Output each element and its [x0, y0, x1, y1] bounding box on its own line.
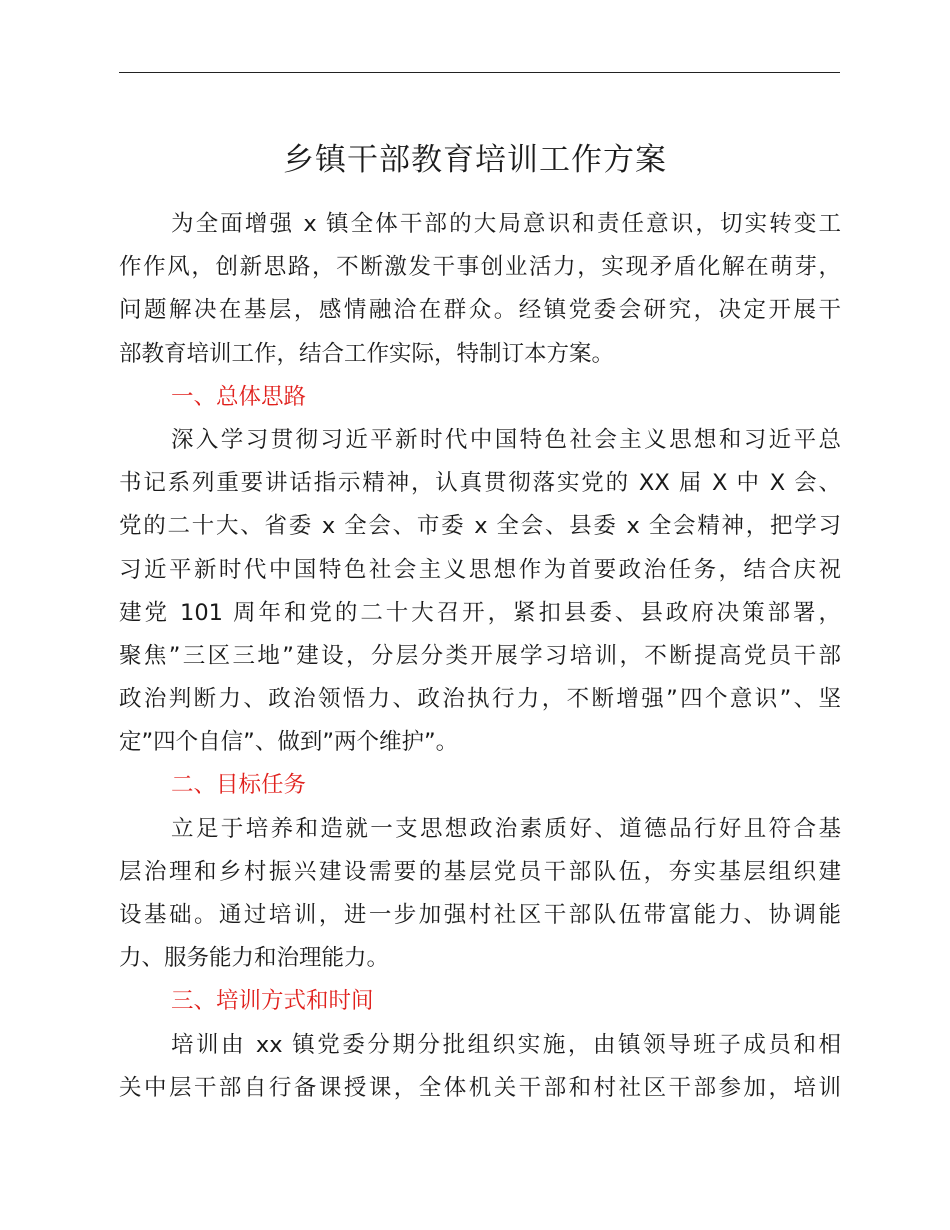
paragraph-line: 为全面增强 x 镇全体干部的大局意识和责任意识，切实转变工	[171, 211, 841, 237]
paragraph-line: 建党 101 周年和党的二十大召开，紧扣县委、县政府决策部署，	[119, 599, 841, 626]
paragraph-line: 关中层干部自行备课授课，全体机关干部和村社区干部参加，培训	[119, 1074, 841, 1101]
section-heading: 二、目标任务	[171, 772, 307, 799]
paragraph-line: 党的二十大、省委 x 全会、市委 x 全会、县委 x 全会精神，把学习	[119, 513, 841, 540]
section-heading: 一、总体思路	[171, 383, 307, 410]
paragraph-line: 政治判断力、政治领悟力、政治执行力，不断增强”四个意识”、坚	[119, 686, 841, 713]
document-title: 乡镇干部教育培训工作方案	[283, 142, 667, 178]
paragraph-line: 书记系列重要讲话指示精神，认真贯彻落实党的 XX 届 X 中 X 会、	[119, 470, 841, 497]
paragraph-line: 立足于培养和造就一支思想政治素质好、道德品行好且符合基	[171, 815, 841, 842]
header-rule	[119, 72, 840, 73]
paragraph-line: 聚焦”三区三地”建设，分层分类开展学习培训，不断提高党员干部	[119, 642, 841, 669]
section-heading: 三、培训方式和时间	[171, 988, 374, 1015]
paragraph-line: 深入学习贯彻习近平新时代中国特色社会主义思想和习近平总	[171, 426, 841, 453]
paragraph-line: 力、服务能力和治理能力。	[119, 945, 390, 972]
paragraph-line: 定”四个自信”、做到”两个维护”。	[119, 729, 459, 756]
document-body	[119, 203, 841, 1110]
paragraph-line: 作作风，创新思路，不断激发干事创业活力，实现矛盾化解在萌芽，	[119, 254, 841, 281]
paragraph-line: 习近平新时代中国特色社会主义思想作为首要政治任务，结合庆祝	[119, 556, 841, 583]
paragraph-line: 问题解决在基层，感情融洽在群众。经镇党委会研究，决定开展干	[119, 297, 841, 324]
paragraph-line: 培训由 xx 镇党委分期分批组织实施，由镇领导班子成员和相	[171, 1031, 841, 1058]
paragraph-line: 设基础。通过培训，进一步加强村社区干部队伍带富能力、协调能	[119, 902, 841, 928]
paragraph-line: 部教育培训工作，结合工作实际，特制订本方案。	[119, 340, 615, 367]
paragraph-line: 层治理和乡村振兴建设需要的基层党员干部队伍，夯实基层组织建	[119, 858, 841, 885]
